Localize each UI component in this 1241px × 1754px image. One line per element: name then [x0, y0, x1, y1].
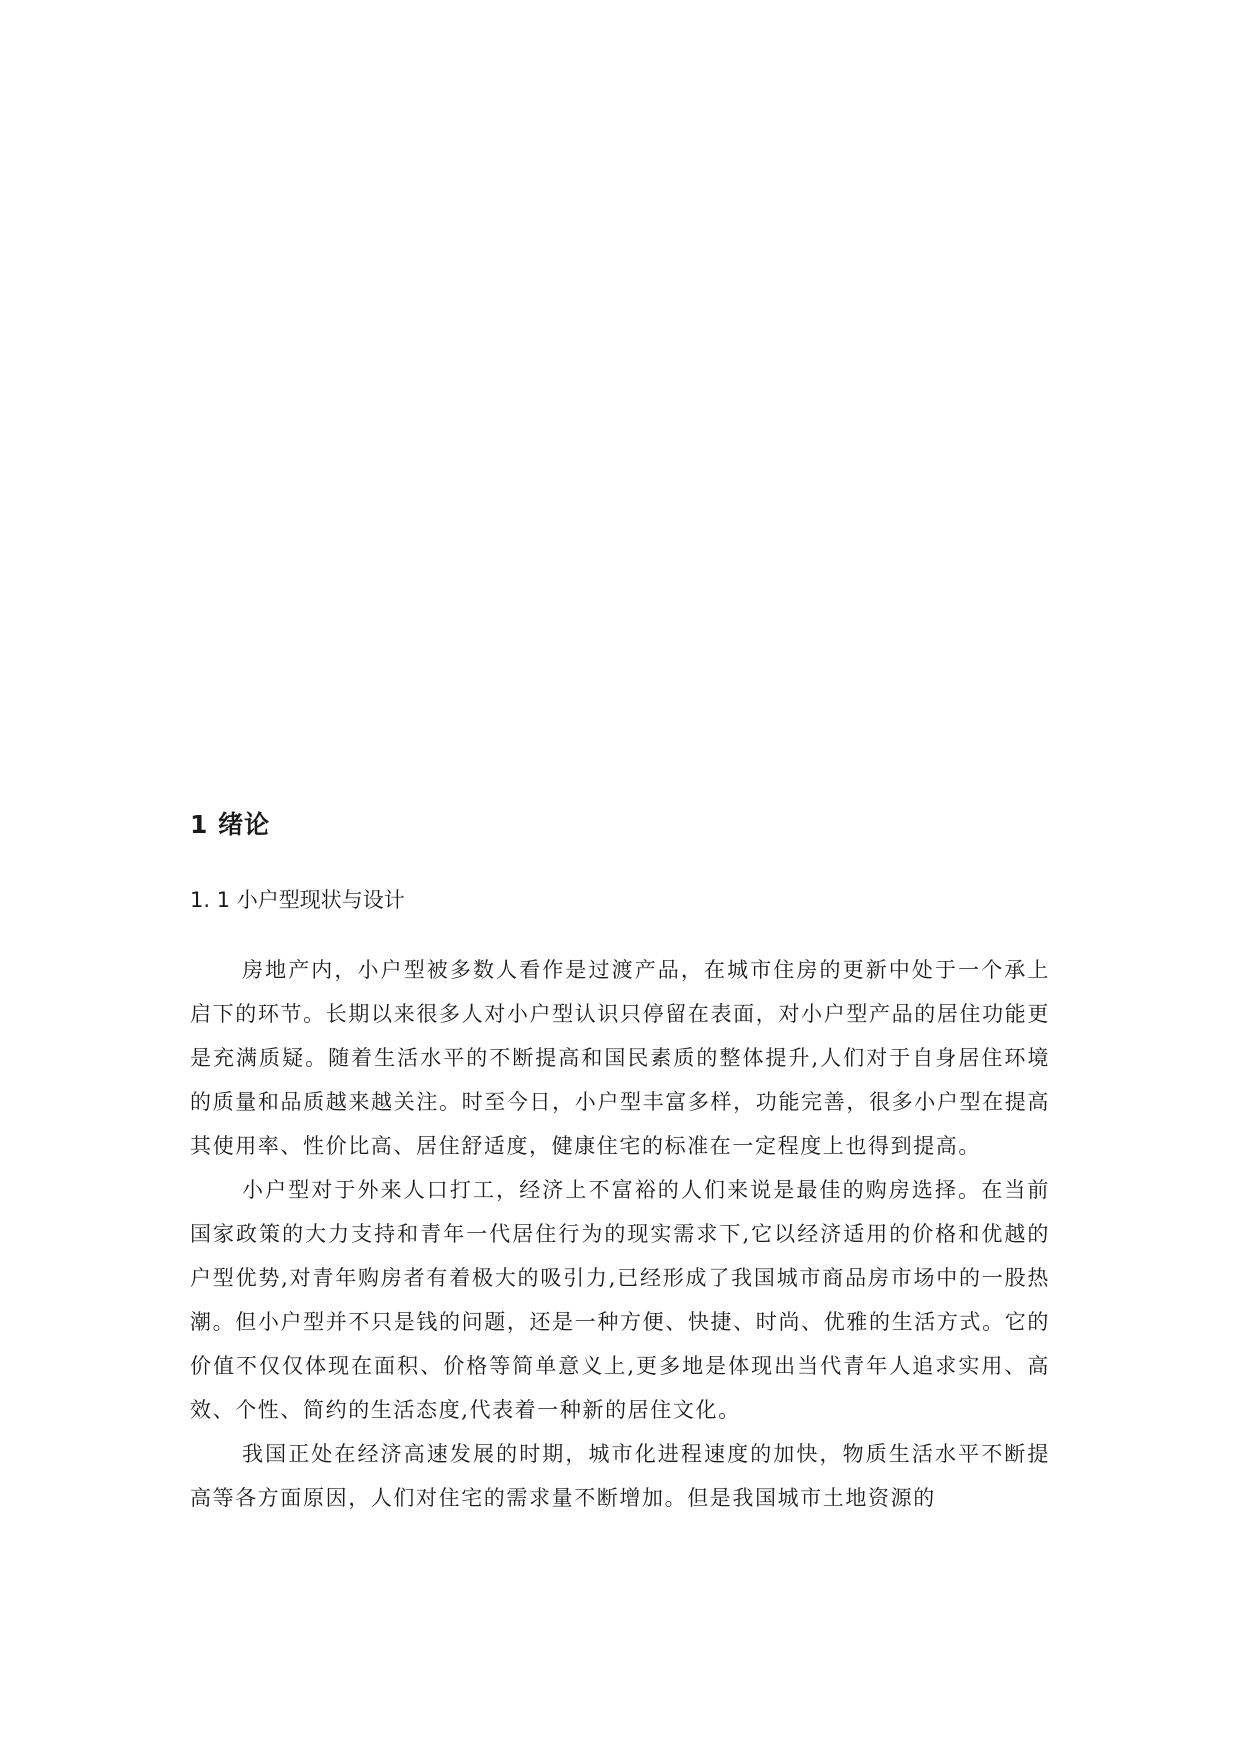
paragraph: 小户型对于外来人口打工，经济上不富裕的人们来说是最佳的购房选择。在当前国家政策的大力支持和青年一代居住行为的现实需求下,它以经济适用的价格和优越的户型优势,对青年购房者有着极大的吸引力,已经形成了我国城市商品房市场中的一股热潮。但小户型并不只是钱的问题，还是一种方便、快捷、时尚、优雅的生活方式。它的价值不仅仅体现在面积、价格等简单意义上,更多地是体现出当代青年人追求实用、高效、个性、简约的生活态度,代表着一种新的居住文化。: [190, 1178, 1050, 1422]
page-content: [190, 805, 1050, 1520]
body-text: [190, 948, 1050, 1520]
section-title: 1. 1 小户型现状与设计: [190, 888, 405, 912]
paragraph: 房地产内，小户型被多数人看作是过渡产品，在城市住房的更新中处于一个承上启下的环节。长期以来很多人对小户型认识只停留在表面，对小户型产品的居住功能更是充满质疑。随着生活水平的不断提高和国民素质的整体提升,人们对于自身居住环境的质量和品质越来越关注。时至今日，小户型丰富多样，功能完善，很多小户型在提高其使用率、性价比高、居住舒适度，健康住宅的标准在一定程度上也得到提高。: [190, 958, 1050, 1158]
paragraph: 我国正处在经济高速发展的时期，城市化进程速度的加快，物质生活水平不断提高等各方面原因，人们对住宅的需求量不断增加。但是我国城市土地资源的: [190, 1442, 1050, 1510]
chapter-title: 1 绪论: [190, 810, 271, 839]
